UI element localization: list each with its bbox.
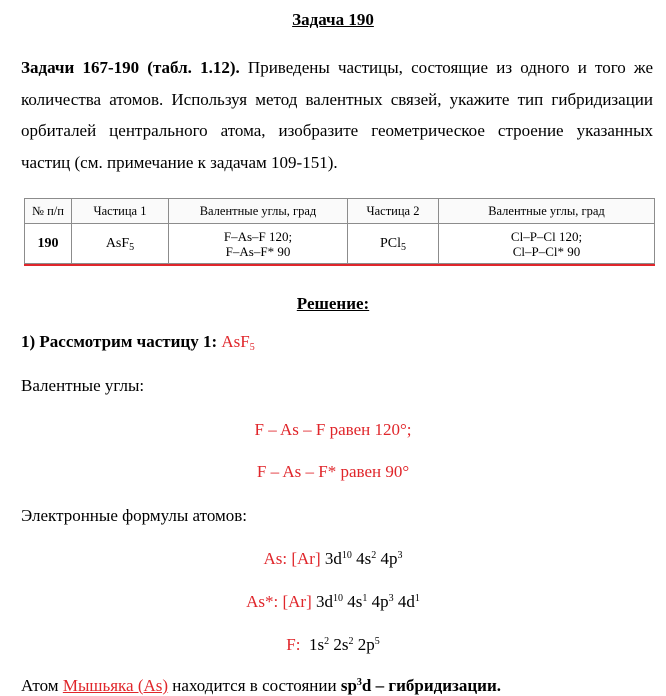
cell-num: 190	[25, 224, 72, 264]
header-angles1: Валентные углы, град	[169, 199, 348, 224]
formula-f: F: $1s^2$ $2s^2$ $2p^5$	[286, 635, 380, 654]
header-particle2: Частица 2	[348, 199, 439, 224]
table-accent-line	[24, 264, 655, 266]
task-table	[24, 198, 655, 264]
angle-1: F – As – F равен 120°;	[254, 420, 412, 439]
table-row	[25, 224, 655, 264]
angles-label: Валентные углы:	[21, 376, 145, 395]
header-particle1: Частица 1	[72, 199, 169, 224]
formula-as: As: [Ar] $3d^{10}$ $4s^2$ $4p^3$	[263, 549, 403, 568]
formulas-label: Электронные формулы атомов:	[21, 506, 248, 525]
header-angles2: Валентные углы, град	[439, 199, 655, 224]
page-title: Задача 190	[292, 10, 374, 29]
angle-2: F – As – F* равен 90°	[256, 462, 410, 481]
cell-particle1: AsF$_5$	[72, 224, 169, 264]
formula-as-star: As*: [Ar] $3d^{10}$ $4s^1$ $4p^3$ $4d^1$	[246, 592, 420, 611]
solution-heading: Решение:	[296, 294, 370, 313]
cell-angles2: Cl–P–Cl 120; Cl–P–Cl* 90	[439, 224, 655, 264]
header-num: № п/п	[25, 199, 72, 224]
element-name: Мышьяка (As)	[62, 676, 169, 695]
table-header-row	[25, 199, 655, 224]
step1-heading: 1) Рассмотрим частицу 1: AsF$_5$	[21, 332, 255, 353]
cell-particle2: PCl$_5$	[348, 224, 439, 264]
task-text: Приведены частицы, состоящие из одного и того же количества атомов. Используя метод валентных связей, укажите тип гибридизации орбиталей центрального атома, изобразите геометрическое строение указанных частиц (см. примечание к задачам 109-151).	[21, 58, 653, 172]
cell-angles1: F–As–F 120; F–As–F* 90	[169, 224, 348, 264]
task-lead: Задачи 167-190 (табл. 1.12).	[21, 58, 240, 77]
hybridization-statement: Атом Мышьяка (As) находится в состоянии $sp^3d$ – гибридизации.	[21, 676, 502, 695]
task-statement	[21, 52, 653, 178]
